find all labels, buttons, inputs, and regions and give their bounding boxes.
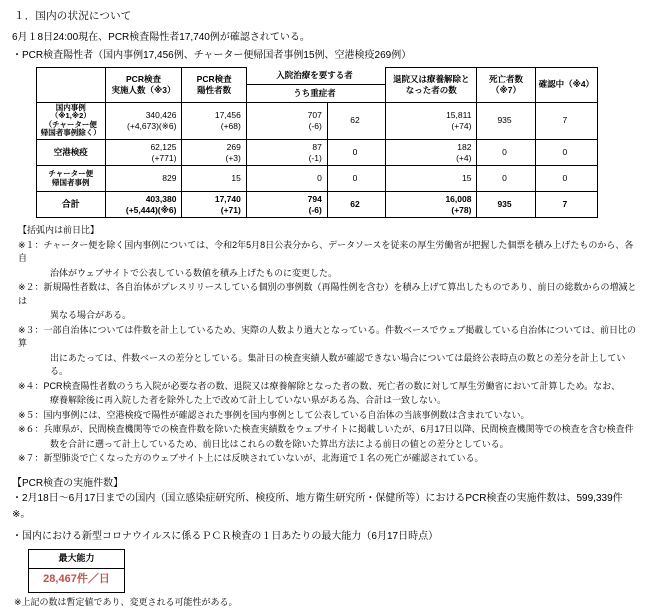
cell-pcr-tests: 829: [105, 166, 182, 192]
footnote-line: ※３：一部自治体については件数を計上しているため、実際の人数より過大となっている。件数ベースでウェブ掲載している自治体については、前日比の算: [14, 324, 640, 351]
cell-recovered: 182 (+4): [386, 140, 477, 166]
row-label-charter: チャーター便 帰国者事例: [37, 166, 106, 192]
cell-severe: 62: [327, 102, 385, 140]
col-positives: PCR検査 陽性者数: [182, 68, 246, 103]
cell-severe: 62: [327, 192, 385, 218]
cell-pcr-tests: 62,125 (+771): [105, 140, 182, 166]
cell-positives: 15: [182, 166, 246, 192]
capacity-header: 最大能力: [29, 549, 125, 568]
footnote-line: 異なる場合がある。: [14, 309, 640, 323]
footnote-line: ※７：新型肺炎で亡くなった方のウェブサイト上には反映されていないが、北海道で１名の死亡が確認されている。: [14, 452, 640, 466]
cell-deaths: 935: [477, 192, 535, 218]
cell-confirming: 0: [535, 166, 597, 192]
cell-deaths: 0: [477, 166, 535, 192]
footnote-line: ※４：PCR検査陽性者数のうち入院が必要な者の数、退院又は療養解除となった者の数、死亡者の数に対して厚生労働省において計算しため。なお、: [14, 380, 640, 394]
col-hospitalized-group: [246, 68, 385, 103]
footnote-line: 治体がウェブサイトで公表している数値を積み上げたものに変更した。: [14, 267, 640, 281]
col-recovered: 退院又は療養解除と なった者の数: [386, 68, 477, 103]
footnote-line: ※５：国内事例には、空港検疫で陽性が確認された事例を国内事例として公表している自治体の当該事例数は含まれていない。: [14, 409, 640, 423]
cell-positives: 17,456 (+68): [182, 102, 246, 140]
table-row-total: [37, 192, 598, 218]
pcr-capacity-line: ・国内における新型コロナウイルスに係るＰＣＲ検査の１日あたりの最大能力（6月17日時点）: [12, 529, 640, 545]
cell-pcr-tests: 340,426 (+4,673)(※6): [105, 102, 182, 140]
pcr-count-line: ・2月18日～6月17日までの国内（国立感染症研究所、検疫所、地方衛生研究所・保健所等）におけるPCR検査の実施件数は、599,339件※。: [12, 491, 640, 522]
footnotes: [14, 224, 640, 466]
footnote-line: ※２：新規陽性者数は、各自治体がプレスリリースしている個別の事例数（再陽性例を含む）を積み上げて算出したものであり、前日の総数からの増減とは: [14, 281, 640, 308]
bullet-breakdown: ・PCR検査陽性者（国内事例17,456例、チャーター便帰国者事例15例、空港検疫269例）: [12, 49, 640, 64]
cell-hospitalized: 0: [246, 166, 327, 192]
table-row: [37, 166, 598, 192]
cell-hospitalized: 707 (-6): [246, 102, 327, 140]
footnote-line: ※６：兵庫県が、民間検査機関等での検査件数を除いた検査実績数をウェブサイトに掲載しいたが、6月17日以降、民間検査機関等での検査を含む検査件: [14, 423, 640, 437]
col-deaths: 死亡者数 （※7）: [477, 68, 535, 103]
row-label-airport: 空港検疫: [37, 140, 106, 166]
cell-confirming: 7: [535, 192, 597, 218]
intro-text: 6月１8日24:00現在、PCR検査陽性者17,740例が確認されている。: [12, 31, 640, 46]
footnote-heading: 【括弧内は前日比】: [14, 224, 640, 238]
col-pcr-tests: PCR検査 実施人数（※3）: [105, 68, 182, 103]
footnote-line: 数を合計に遡って計上しているため、前日比はこれらの数を除いた算出方法による前日の値との差分としている。: [14, 438, 640, 452]
cell-recovered: 15,811 (+74): [386, 102, 477, 140]
table-row: [37, 102, 598, 140]
row-label-total: 合計: [37, 192, 106, 218]
capacity-footnote: ※上記の数は暫定値であり、変更される可能性がある。: [14, 596, 640, 609]
cell-pcr-tests: 403,380 (+5,444)(※6): [105, 192, 182, 218]
cell-recovered: 15: [386, 166, 477, 192]
table-row: [37, 140, 598, 166]
stats-table-wrapper: [36, 67, 640, 218]
col-hospitalized-label: 入院治療を要する者: [247, 68, 385, 85]
row-label-domestic: 国内事例（※1,※2） （チャーター便 帰国者事例除く）: [37, 102, 106, 140]
cell-deaths: 0: [477, 140, 535, 166]
table-header-row: [37, 68, 598, 103]
pcr-section: [10, 476, 640, 609]
covid-stats-table: [36, 67, 598, 218]
cell-recovered: 16,008 (+78): [386, 192, 477, 218]
cell-hospitalized: 87 (-1): [246, 140, 327, 166]
col-severe-label: うち重症者: [247, 85, 385, 102]
cell-severe: 0: [327, 166, 385, 192]
cell-positives: 17,740 (+71): [182, 192, 246, 218]
pcr-section-heading: 【PCR検査の実施件数】: [12, 476, 640, 492]
footnote-line: 療養解除後に再入院した者を除外した上で改めて計上していない県がある為、合計は一致しない。: [14, 394, 640, 408]
cell-confirming: 7: [535, 102, 597, 140]
page-title: １．国内の状況について: [14, 8, 640, 23]
footnote-line: 出にあたっては、件数ベースの差分としている。集計日の検査実績人数が確認できない場合については最終公表時点の数との差分を計上している。: [14, 352, 640, 379]
footnote-line: ※１：チャーター便を除く国内事例については、令和2年5月8日公表分から、データソースを従来の厚生労働省が把握した個票を積み上げたものから、各自: [14, 239, 640, 266]
col-confirming: 確認中（※4）: [535, 68, 597, 103]
capacity-value: 28,467件／日: [29, 568, 125, 592]
cell-severe: 0: [327, 140, 385, 166]
capacity-table-wrapper: [28, 549, 640, 593]
max-capacity-table: [28, 549, 125, 593]
cell-deaths: 935: [477, 102, 535, 140]
cell-confirming: 0: [535, 140, 597, 166]
cell-hospitalized: 794 (-6): [246, 192, 327, 218]
cell-positives: 269 (+3): [182, 140, 246, 166]
corner-cell: [37, 68, 106, 103]
